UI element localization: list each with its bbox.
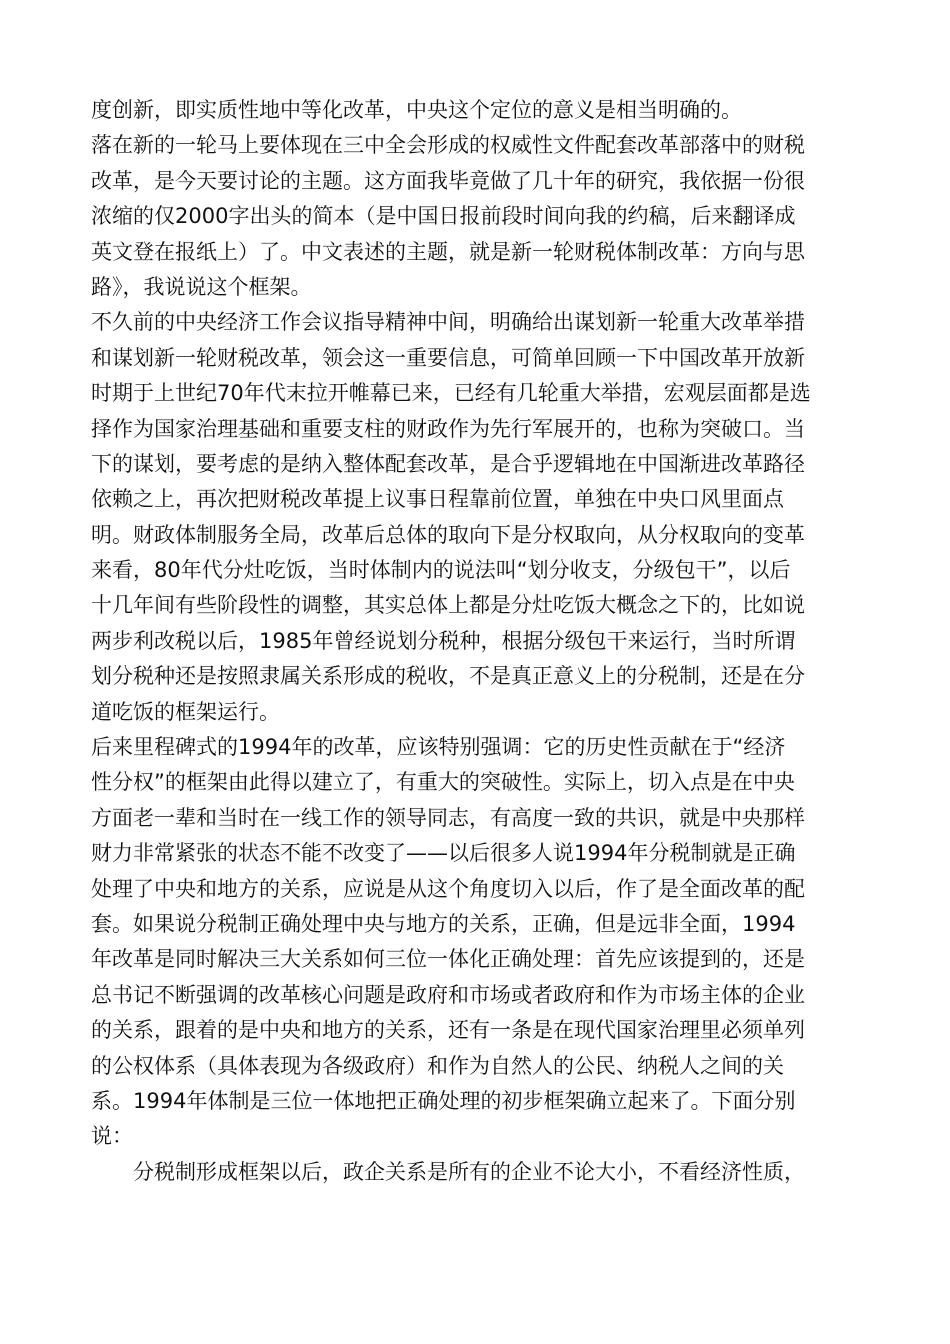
text-line: 两步利改税以后，1985年曾经说划分税种，根据分级包干来运行，当时所谓 xyxy=(91,628,796,653)
text-line: 来看，80年代分灶吃饭，当时体制内的说法叫“划分收支，分级包干”，以后 xyxy=(91,558,791,583)
text-line: 说： xyxy=(91,1124,133,1149)
text-line: 度创新，即实质性地中等化改革，中央这个定位的意义是相当明确的。 xyxy=(91,98,742,122)
text-line: 不久前的中央经济工作会议指导精神中间，明确给出谋划新一轮重大改革举措 xyxy=(91,310,805,335)
text-line: 落在新的一轮马上要体现在三中全会形成的权威性文件配套改革部落中的财税 xyxy=(91,133,805,158)
text-line: 年改革是同时解决三大关系如何三位一体化正确处理：首先应该提到的，还是 xyxy=(91,947,805,972)
text-line-indented: 分税制形成框架以后，政企关系是所有的企业不论大小，不看经济性质， xyxy=(133,1159,805,1184)
text-line: 划分税种还是按照隶属关系形成的税收，不是真正意义上的分税制，还是在分 xyxy=(91,664,805,689)
text-line: 总书记不断强调的改革核心问题是政府和市场或者政府和作为市场主体的企业 xyxy=(91,982,805,1007)
text-line: 后来里程碑式的1994年的改革，应该特别强调：它的历史性贡献在于“经济 xyxy=(91,735,786,760)
text-line: 依赖之上，再次把财税改革提上议事日程靠前位置，单独在中央口风里面点 xyxy=(91,487,784,512)
document-body xyxy=(91,93,861,1190)
text-line: 道吃饭的框架运行。 xyxy=(91,699,280,724)
text-line: 财力非常紧张的状态不能不改变了——以后很多人说1994年分税制就是正确 xyxy=(91,841,796,866)
text-line: 系。1994年体制是三位一体地把正确处理的初步框架确立起来了。下面分别 xyxy=(91,1088,796,1113)
text-line: 择作为国家治理基础和重要支柱的财政作为先行军展开的，也称为突破口。当 xyxy=(91,416,805,441)
text-line: 方面老一辈和当时在一线工作的领导同志，有高度一致的共识，就是中央那样 xyxy=(91,805,805,830)
text-line: 性分权”的框架由此得以建立了，有重大的突破性。实际上，切入点是在中央 xyxy=(91,770,795,795)
text-line: 下的谋划，要考虑的是纳入整体配套改革，是合乎逻辑地在中国渐进改革路径 xyxy=(91,451,805,476)
text-line: 和谋划新一轮财税改革，领会这一重要信息，可简单回顾一下中国改革开放新 xyxy=(91,345,805,370)
text-line: 路》，我说说这个框架。 xyxy=(91,274,312,299)
text-line: 处理了中央和地方的关系，应说是从这个角度切入以后，作了是全面改革的配 xyxy=(91,876,805,901)
text-line: 十几年间有些阶段性的调整，其实总体上都是分灶吃饭大概念之下的，比如说 xyxy=(91,593,805,618)
text-line: 浓缩的仅2000字出头的简本（是中国日报前段时间向我的约稿，后来翻译成 xyxy=(91,204,796,229)
text-line: 时期于上世纪70年代末拉开帷幕已来，已经有几轮重大举措，宏观层面都是选 xyxy=(91,381,811,406)
text-line: 的关系，跟着的是中央和地方的关系，还有一条是在现代国家治理里必须单列 xyxy=(91,1018,805,1043)
text-line: 改革，是今天要讨论的主题。这方面我毕竟做了几十年的研究，我依据一份很 xyxy=(91,168,805,193)
text-line: 套。如果说分税制正确处理中央与地方的关系，正确，但是远非全面，1994 xyxy=(91,911,796,936)
text-line: 的公权体系（具体表现为各级政府）和作为自然人的公民、纳税人之间的关 xyxy=(91,1053,784,1078)
text-line: 英文登在报纸上）了。中文表述的主题，就是新一轮财税体制改革：方向与思 xyxy=(91,239,805,264)
text-line: 明。财政体制服务全局，改革后总体的取向下是分权取向，从分权取向的变革 xyxy=(91,522,805,547)
